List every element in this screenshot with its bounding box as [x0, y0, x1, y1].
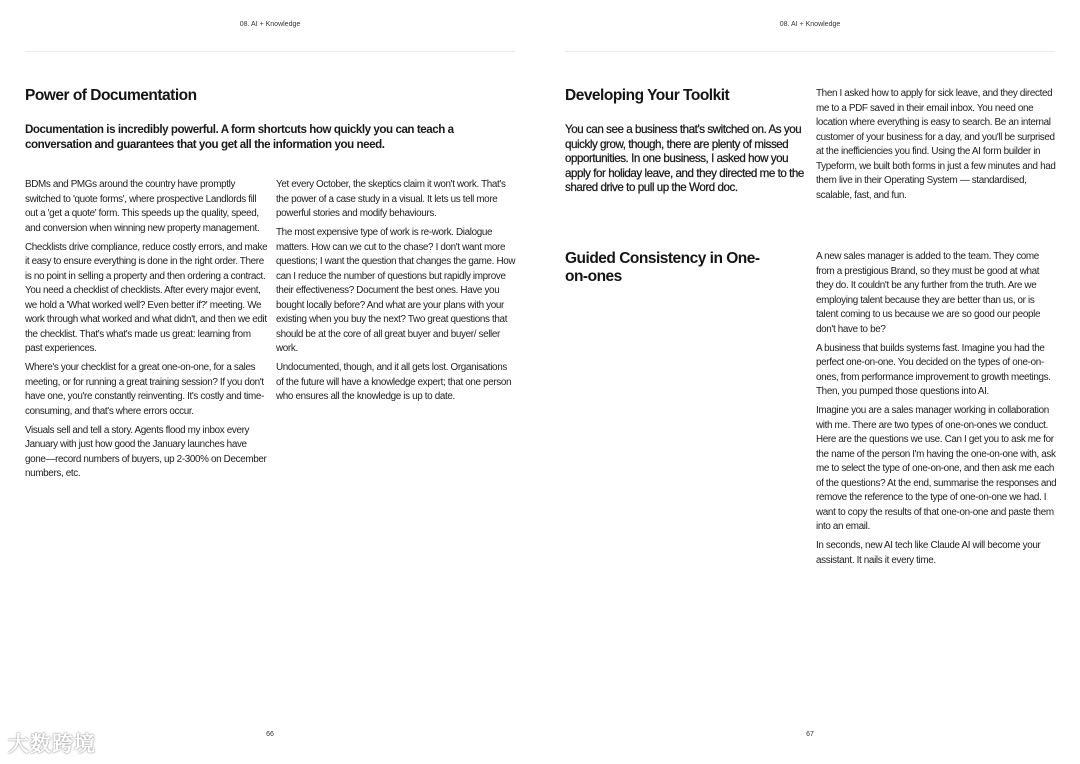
intro-paragraph: You can see a business that's switched on. As you quickly grow, though, there are plenty of missed opportunities. In one business, I asked how you apply for holiday leave, and they directed me to the shared drive to pull up the Word doc.	[565, 123, 804, 195]
body-column-top	[816, 87, 1058, 208]
header-divider	[565, 51, 1055, 52]
paragraph: A business that builds systems fast. Imagine you had the perfect one-on-one. You decided on the types of one-on-ones, from performance improvement to growth meetings. Then, you pumped those questions into AI.	[816, 342, 1051, 397]
paragraph: Then I asked how to apply for sick leave, and they directed me to a PDF saved in their email inbox. You need one location where everything is easy to search. Be an internal customer of your business for a day, and you'll be surprised at the inefficiencies you find. Using the AI form builder in Typeform, we built both forms in just a few minutes and had them live in their Operating System — standardised, scalable, fast, and fun.	[816, 88, 1056, 201]
section-title: Developing Your Toolkit	[565, 87, 730, 104]
section-title: Power of Documentation	[25, 87, 197, 104]
watermark-logo	[8, 728, 96, 758]
page-number: 67	[806, 731, 814, 738]
running-head: 08. AI + Knowledge	[239, 21, 301, 28]
header-divider	[25, 51, 515, 52]
body-column-2	[276, 178, 516, 409]
page-67	[540, 0, 1080, 764]
page-number: 66	[266, 731, 274, 738]
body-column-1	[25, 178, 268, 486]
paragraph: A new sales manager is added to the team. They come from a prestigious Brand, so they must be good at what they do. It couldn't be any further from the truth. Are we employing talent because they are better than us, or is talent coming to us because we are so good our people don't have to be?	[816, 251, 1041, 335]
body-column-bottom	[816, 250, 1058, 573]
paragraph: Undocumented, though, and it all gets lost. Organisations of the future will have a knowledge expert; that one person who ensures all the knowledge is up to date.	[276, 362, 512, 402]
paragraph: Where's your checklist for a great one-on-one, for a sales meeting, or for running a great training session? If you don't have one, you're constantly reinventing. It's costly and time-consuming, and that's where errors occur.	[25, 362, 264, 417]
paragraph: Checklists drive compliance, reduce costly errors, and make it easy to ensure everything is done in the right order. There is no point in selling a property and then ordering a contract. You need a checklist of checklists. After every major event, we hold a 'What worked well? Even better if?' meeting. We work through what worked and what didn't, and then we edit the checklist. That's what's made us great: learning from past experiences.	[25, 241, 268, 354]
paragraph: In seconds, new AI tech like Claude AI will become your assistant. It nails it every time.	[816, 540, 1041, 566]
paragraph: The most expensive type of work is re-work. Dialogue matters. How can we cut to the chase? I don't want more questions; I want the question that changes the game. How can I reduce the number of questions but rapidly improve their effectiveness? Document the best ones. Have you bought locally before? And what are your plans with your existing when you buy the next? Two great questions that should be at the core of all great buyer and buyer/ seller work.	[276, 227, 516, 354]
section-title-2: Guided Consistency in One-on-ones	[565, 250, 760, 285]
paragraph: Visuals sell and tell a story. Agents flood my inbox every January with just how good the January launches have gone—record numbers of buyers, up 2-300% on December numbers, etc.	[25, 424, 267, 479]
paragraph: BDMs and PMGs around the country have promptly switched to 'quote forms', where prospective Landlords fill out a 'get a quote' form. This speeds up the quality, speed, and conversion when winning new property management.	[25, 179, 260, 234]
intro-paragraph: Documentation is incredibly powerful. A form shortcuts how quickly you can teach a conversation and guarantees that you get all the information you need.	[25, 123, 454, 151]
watermark-text: 大数跨境	[8, 733, 96, 756]
running-head: 08. AI + Knowledge	[779, 21, 841, 28]
paragraph: Yet every October, the skeptics claim it won't work. That's the power of a case study in a visual. It lets us tell more powerful stories and modify behaviours.	[276, 179, 506, 219]
paragraph: Imagine you are a sales manager working in collaboration with me. There are two types of one-on-ones we conduct. Here are the questions we use. Can I get you to ask me for the name of the person I'm having the one-on-one with, ask me to select the type of one-on-one, and then ask me each of the questions? At the end, summarise the responses and remove the reference to the type of one-on-one we had. I want to copy the results of that one-on-one and paste them into an email.	[816, 405, 1057, 532]
